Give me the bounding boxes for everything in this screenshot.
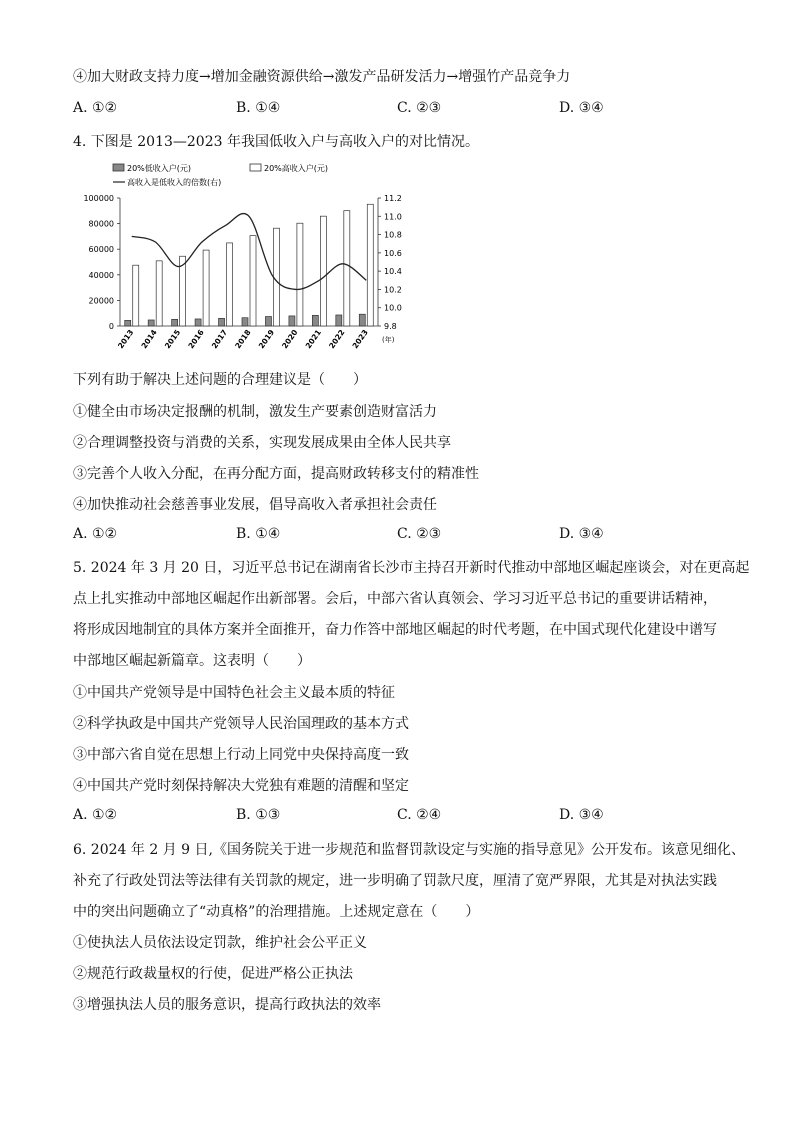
- q5-stem-line-2: 点上扎实推动中部地区崛起作出新部署。会后，中部六省认真领会、学习习近平总书记的重要讲话精神，: [73, 591, 717, 607]
- q6-item-1: ①使执法人员依法设定罚款，维护社会公平正义: [73, 935, 367, 951]
- right-axis-tick-label: 10.0: [384, 303, 402, 313]
- bar-high-income: [203, 250, 209, 326]
- x-axis-tick-label: 2017: [209, 327, 230, 351]
- bar-low-income: [172, 319, 178, 326]
- x-axis-tick-label: 2014: [139, 327, 159, 351]
- bar-high-income: [156, 261, 162, 326]
- income-comparison-chart: [80, 158, 410, 358]
- bar-low-income: [265, 317, 271, 326]
- q3-option-d[interactable]: D. ③④: [559, 100, 604, 116]
- right-axis-tick-label: 9.8: [384, 322, 397, 331]
- left-axis-tick-label: 20000: [88, 296, 114, 306]
- x-axis-tick-label: 2023: [350, 327, 370, 351]
- x-axis-tick-label: 2015: [162, 327, 183, 351]
- bar-low-income: [289, 316, 295, 326]
- bar-high-income: [273, 228, 279, 326]
- q4-item-3: ③完善个人收入分配，在再分配方面，提高财政转移支付的精准性: [73, 466, 479, 482]
- q5-item-1: ①中国共产党领导是中国特色社会主义最本质的特征: [73, 685, 395, 701]
- q5-item-2: ②科学执政是中国共产党领导人民治国理政的基本方式: [73, 716, 409, 732]
- right-axis-tick-label: 10.2: [384, 285, 402, 295]
- x-axis-tick-label: 2021: [303, 327, 324, 351]
- x-axis-tick-label: 2016: [186, 327, 206, 351]
- bar-high-income: [250, 236, 256, 326]
- legend-label-low: 20%低收入户(元): [127, 164, 192, 173]
- q3-item-4: ④加大财政支持力度→增加金融资源供给→激发产品研发活力→增强竹产品竞争力: [73, 69, 571, 85]
- q5-stem-line-3: 将形成因地制宜的具体方案并全面推开，奋力作答中部地区崛起的时代考题，在中国式现代化建设中谱写: [73, 622, 717, 638]
- q5-item-4: ④中国共产党时刻保持解决大党独有难题的清醒和坚定: [73, 778, 409, 794]
- q4-stem: 4. 下图是 2013—2023 年我国低收入户与高收入户的对比情况。: [73, 134, 479, 150]
- bar-high-income: [297, 223, 303, 326]
- bar-low-income: [359, 314, 365, 326]
- right-axis-tick-label: 10.4: [384, 267, 402, 277]
- bar-low-income: [195, 319, 201, 326]
- q3-option-a[interactable]: A. ①②: [73, 100, 118, 116]
- bar-low-income: [148, 320, 154, 326]
- bar-low-income: [242, 318, 248, 326]
- bar-low-income: [336, 315, 342, 326]
- q5-option-c[interactable]: C. ②④: [397, 807, 442, 823]
- left-axis-tick-label: 40000: [88, 270, 114, 280]
- bar-low-income: [125, 320, 131, 326]
- q4-option-d[interactable]: D. ③④: [559, 526, 604, 542]
- q6-stem-line-2: 补充了行政处罚法等法律有关罚款的规定，进一步明确了罚款尺度，厘清了宽严界限，尤其是对执法实践: [73, 873, 717, 889]
- left-axis-tick-label: 60000: [88, 245, 114, 255]
- q4-option-a[interactable]: A. ①②: [73, 526, 118, 542]
- q5-stem-line-1: 5. 2024 年 3 月 20 日，习近平总书记在湖南省长沙市主持召开新时代推动中部地区崛起座谈会，对在更高起: [73, 560, 750, 576]
- ratio-line: [132, 214, 367, 290]
- q4-item-4: ④加快推动社会慈善事业发展，倡导高收入者承担社会责任: [73, 497, 437, 513]
- q5-item-3: ③中部六省自觉在思想上行动上同党中央保持高度一致: [73, 747, 409, 763]
- q5-stem-line-4: 中部地区崛起新篇章。这表明（ ）: [73, 653, 311, 669]
- x-axis-tick-label: 2013: [116, 327, 136, 351]
- legend-label-high: 20%高收入户(元): [264, 164, 329, 173]
- left-axis-tick-label: 0: [108, 322, 114, 331]
- right-axis-tick-label: 11.0: [384, 212, 402, 222]
- x-axis-tick-label: 2020: [280, 327, 300, 351]
- bar-high-income: [344, 211, 350, 326]
- bar-low-income: [219, 318, 225, 326]
- x-axis-unit: (年): [382, 336, 395, 344]
- right-axis-tick-label: 10.6: [384, 248, 402, 258]
- legend-label-ratio: 高收入是低收入的倍数(右): [127, 178, 222, 187]
- q6-item-3: ③增强执法人员的服务意识，提高行政执法的效率: [73, 997, 381, 1013]
- q4-item-2: ②合理调整投资与消费的关系，实现发展成果由全体人民共享: [73, 435, 451, 451]
- bar-high-income: [133, 265, 139, 326]
- q4-item-1: ①健全由市场决定报酬的机制，激发生产要素创造财富活力: [73, 404, 437, 420]
- left-axis-tick-label: 100000: [83, 194, 114, 203]
- legend-swatch-low: [113, 164, 124, 171]
- q3-option-c[interactable]: C. ②③: [397, 100, 442, 116]
- chart-legend: [113, 163, 328, 187]
- q4-question: 下列有助于解决上述问题的合理建议是（ ）: [73, 372, 367, 388]
- q5-option-b[interactable]: B. ①③: [236, 807, 281, 823]
- q6-item-2: ②规范行政裁量权的行使，促进严格公正执法: [73, 966, 353, 982]
- bar-high-income: [227, 243, 233, 326]
- x-axis-tick-label: 2018: [233, 327, 253, 351]
- legend-swatch-high: [250, 164, 261, 171]
- bar-high-income: [320, 216, 326, 326]
- x-axis-tick-label: 2022: [327, 327, 347, 351]
- right-axis-tick-label: 11.2: [384, 194, 402, 203]
- bar-high-income: [367, 204, 373, 326]
- left-axis-tick-label: 80000: [88, 219, 114, 229]
- q6-stem-line-1: 6. 2024 年 2 月 9 日,《国务院关于进一步规范和监督罚款设定与实施的指导意见》公开发布。该意见细化、: [73, 842, 745, 858]
- q3-option-b[interactable]: B. ①④: [236, 100, 281, 116]
- x-axis-tick-label: 2019: [256, 327, 277, 351]
- right-axis-tick-label: 10.8: [384, 230, 402, 240]
- q6-stem-line-3: 中的突出问题确立了“动真格”的治理措施。上述规定意在（ ）: [73, 904, 480, 920]
- q4-option-b[interactable]: B. ①④: [236, 526, 281, 542]
- q5-option-d[interactable]: D. ③④: [559, 807, 604, 823]
- bar-low-income: [312, 315, 318, 326]
- q5-option-a[interactable]: A. ①②: [73, 807, 118, 823]
- q4-option-c[interactable]: C. ②③: [397, 526, 442, 542]
